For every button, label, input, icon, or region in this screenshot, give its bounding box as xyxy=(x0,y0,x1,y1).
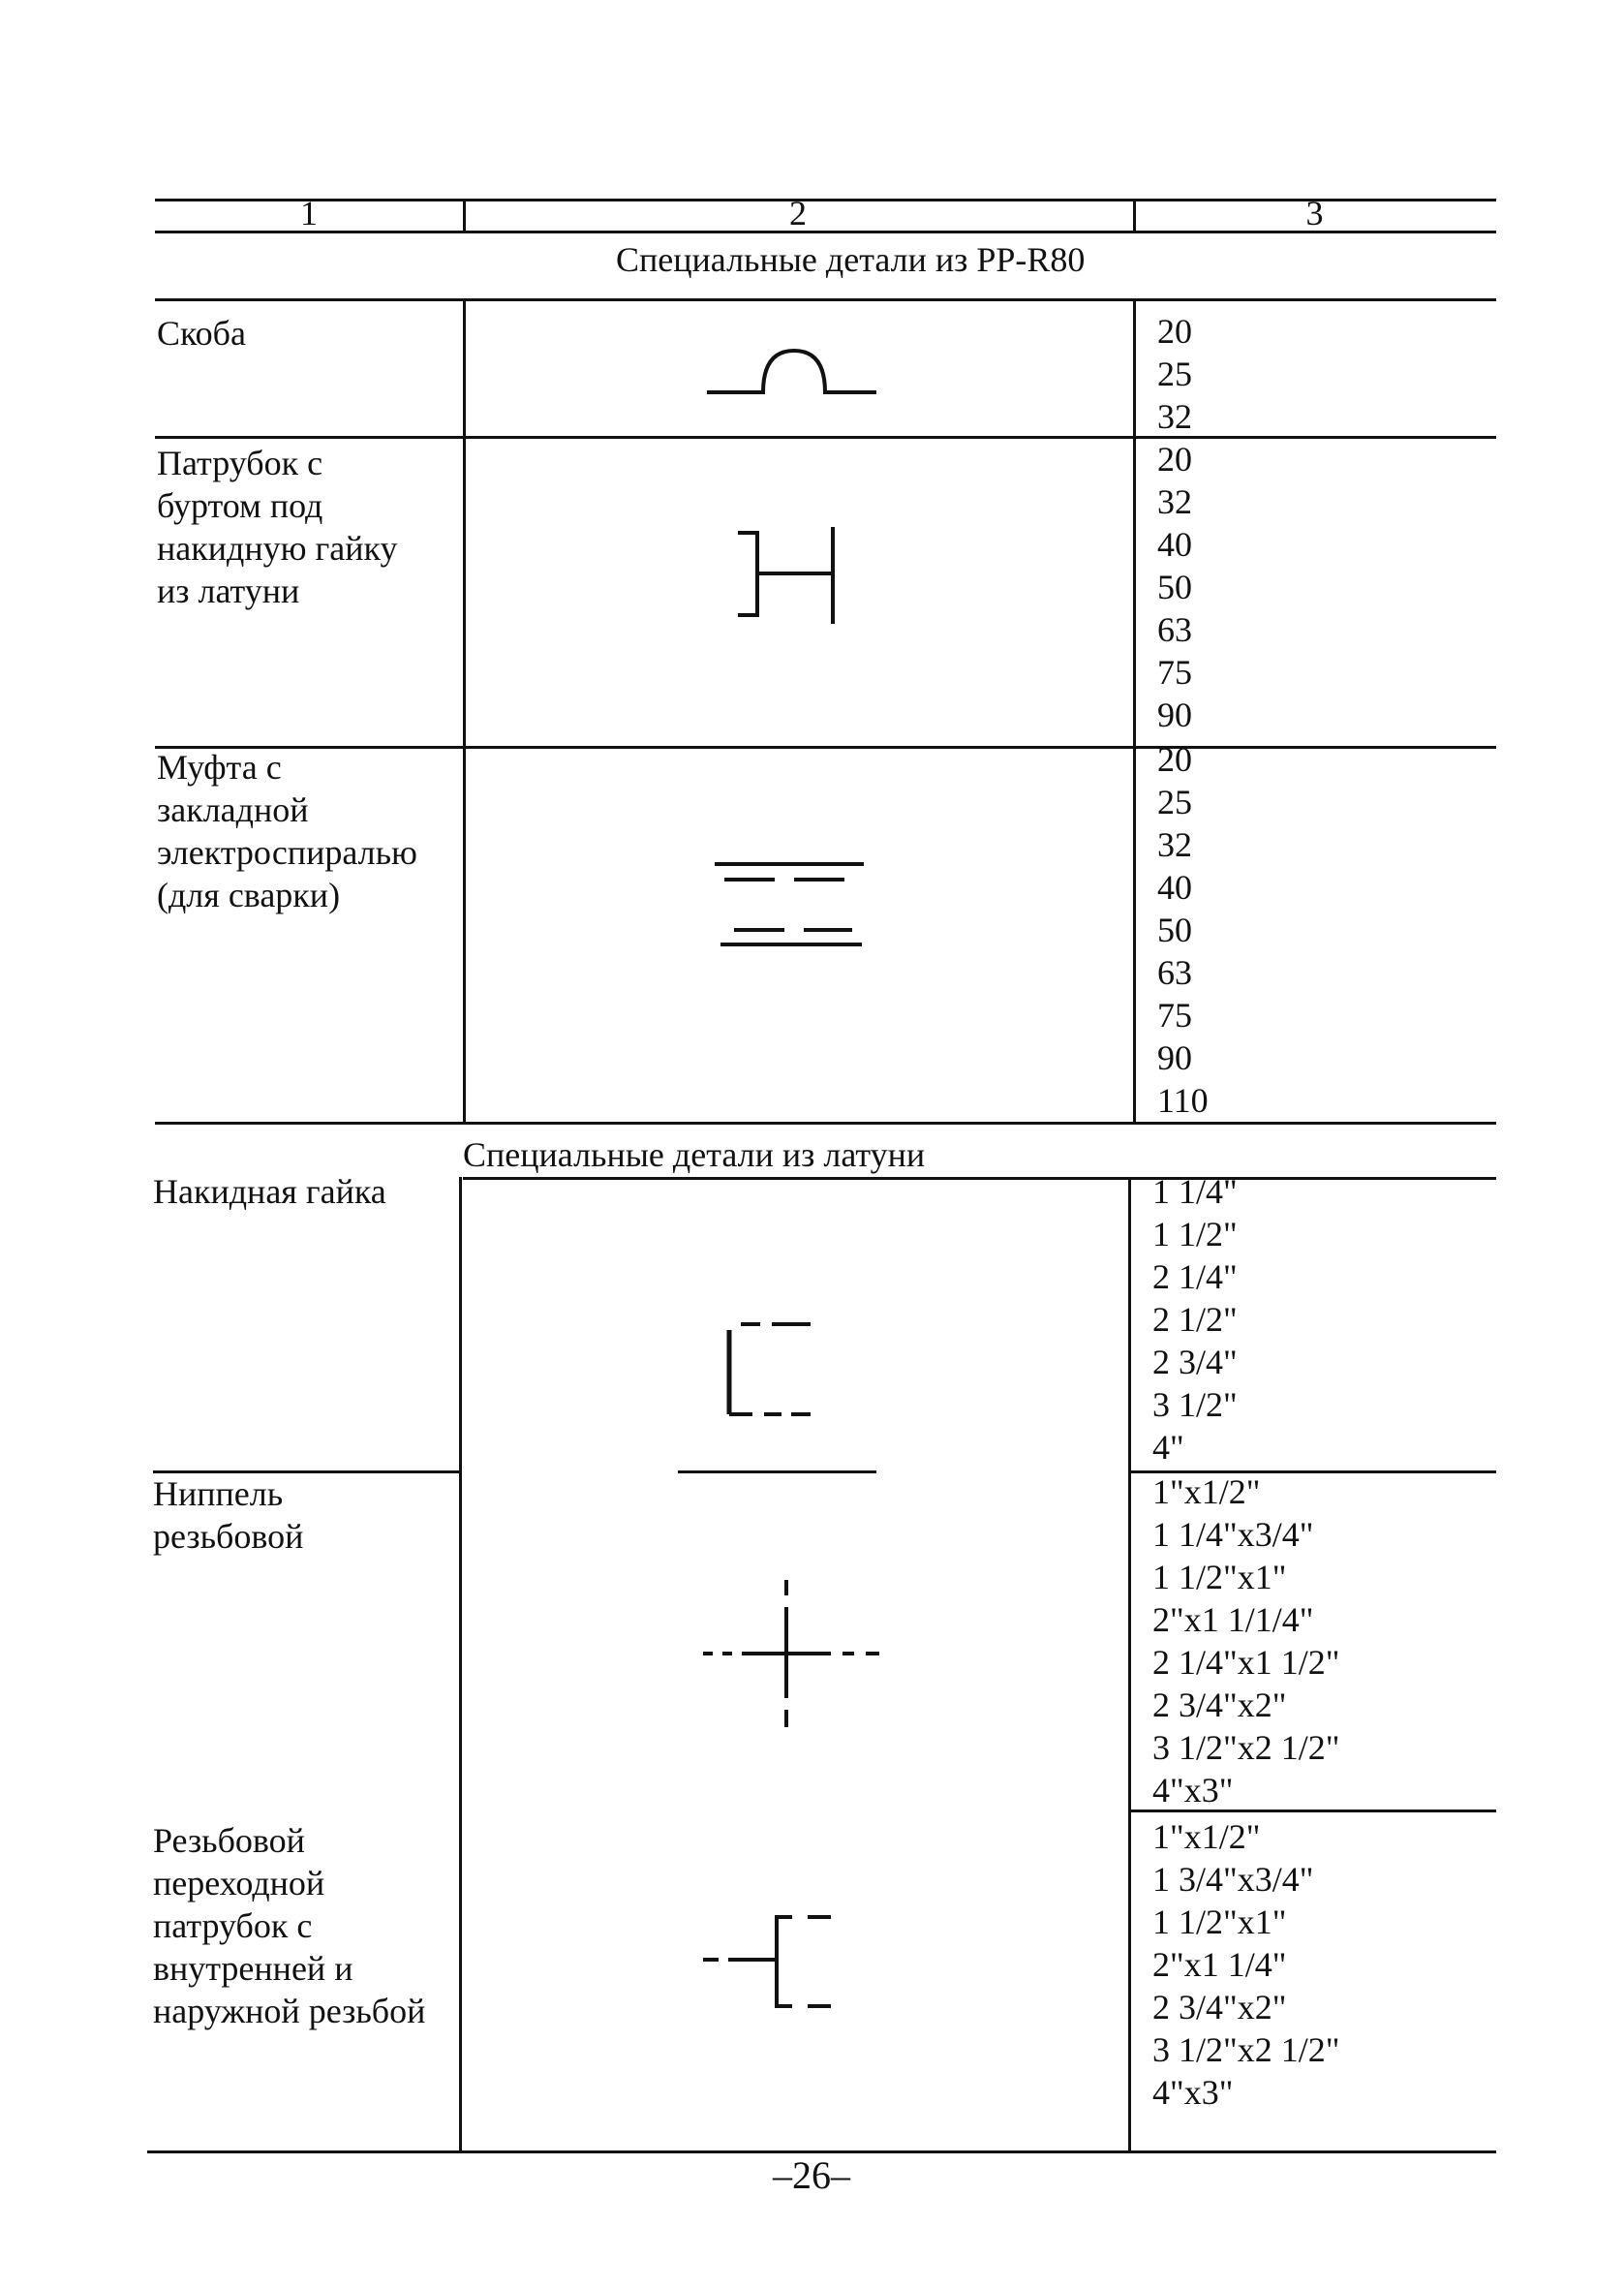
size-value: 50 xyxy=(1157,911,1192,949)
size-value: 32 xyxy=(1157,825,1192,864)
size-value: 3 1/2"x2 1/2" xyxy=(1152,2030,1340,2069)
name-line: патрубок с xyxy=(153,1906,313,1945)
row4-rule-middle xyxy=(678,1470,876,1473)
row1-rule xyxy=(155,436,1496,439)
size-value: 40 xyxy=(1157,868,1192,907)
section-title-brass: Специальные детали из латуни xyxy=(463,1135,926,1174)
row-sizes-nipple xyxy=(1152,1470,1339,1811)
size-value: 2"x1 1/4" xyxy=(1152,1945,1287,1984)
row-name-nipple xyxy=(153,1472,303,1558)
size-value: 25 xyxy=(1157,783,1192,821)
section1-bottom-rule xyxy=(155,1122,1496,1125)
size-value: 40 xyxy=(1157,525,1192,564)
size-value: 1"x1/2" xyxy=(1152,1817,1261,1856)
size-value: 90 xyxy=(1157,1038,1192,1077)
name-line: наружной резьбой xyxy=(153,1992,426,2030)
size-value: 63 xyxy=(1157,610,1192,649)
size-value: 1 1/4" xyxy=(1152,1172,1238,1211)
size-value: 2 1/4"x1 1/2" xyxy=(1152,1643,1340,1682)
row-name-adapter xyxy=(153,1819,425,2032)
name-line: Муфта с xyxy=(157,748,282,787)
name-line: Резьбовой xyxy=(153,1821,305,1860)
section1-rule xyxy=(155,298,1496,301)
size-value: 4"x3" xyxy=(1152,2073,1234,2112)
row-sizes-union-nut xyxy=(1152,1170,1238,1469)
union-nut-icon xyxy=(721,1313,818,1429)
column-number-1: 1 xyxy=(300,194,318,232)
column-number-3: 3 xyxy=(1305,194,1324,232)
size-value: 32 xyxy=(1157,482,1192,521)
size-value: 1 1/2"x1" xyxy=(1152,1558,1287,1596)
row-sizes-coupling xyxy=(1157,738,1209,1122)
size-value: 2 3/4"x2" xyxy=(1152,1686,1287,1724)
size-value: 2 1/2" xyxy=(1152,1300,1238,1339)
size-value: 63 xyxy=(1157,953,1192,992)
threaded-adapter-icon xyxy=(699,1903,844,2020)
section1-divider-2 xyxy=(1133,298,1136,1122)
size-value: 110 xyxy=(1157,1081,1209,1120)
section2-divider-1 xyxy=(459,1177,462,2150)
section2-divider-2 xyxy=(1128,1177,1131,2150)
name-line: резьбовой xyxy=(153,1517,304,1556)
size-value: 75 xyxy=(1157,996,1192,1035)
size-value: 3 1/2"x2 1/2" xyxy=(1152,1728,1340,1767)
size-value: 4"x3" xyxy=(1152,1771,1234,1810)
name-line: (для сварки) xyxy=(157,876,341,914)
size-value: 2 1/4" xyxy=(1152,1257,1238,1296)
electrofusion-coupling-icon xyxy=(707,852,872,949)
name-line: Патрубок с xyxy=(157,444,323,482)
size-value: 1 1/2"x1" xyxy=(1152,1902,1287,1941)
size-value: 20 xyxy=(1157,312,1192,351)
row-name-union-nut xyxy=(153,1170,386,1213)
name-line: из латуни xyxy=(157,572,300,610)
header-bottom-rule xyxy=(155,231,1496,233)
section1-divider-1 xyxy=(463,298,466,1122)
name-line: электроспиралью xyxy=(157,833,417,872)
size-value: 1 1/4"x3/4" xyxy=(1152,1515,1314,1554)
section-title-ppr80: Специальные детали из PP-R80 xyxy=(616,240,1086,279)
size-value: 50 xyxy=(1157,568,1192,606)
size-value: 2"x1 1/1/4" xyxy=(1152,1600,1314,1639)
size-value: 1 1/2" xyxy=(1152,1215,1238,1253)
section2-rule xyxy=(463,1177,1496,1180)
size-value: 75 xyxy=(1157,653,1192,692)
name-line: закладной xyxy=(157,790,309,829)
row-sizes-adapter xyxy=(1152,1815,1339,2114)
size-value: 3 1/2" xyxy=(1152,1385,1238,1424)
size-value: 2 3/4"x2" xyxy=(1152,1988,1287,2026)
size-value: 4" xyxy=(1152,1428,1184,1467)
row-name-coupling xyxy=(157,746,417,916)
row-name-bracket xyxy=(157,312,246,355)
name-line: накидную гайку xyxy=(157,529,398,568)
size-value: 1"x1/2" xyxy=(1152,1472,1261,1511)
name-line: переходной xyxy=(153,1864,325,1902)
threaded-nipple-icon xyxy=(699,1574,883,1729)
row5-rule xyxy=(1128,1810,1496,1812)
flanged-pipe-icon xyxy=(726,523,852,630)
size-value: 90 xyxy=(1157,696,1192,734)
size-value: 20 xyxy=(1157,740,1192,779)
row-sizes-bracket xyxy=(1157,310,1192,438)
name-line: Скоба xyxy=(157,314,246,353)
page-number: –26– xyxy=(773,2153,850,2197)
name-line: Ниппель xyxy=(153,1474,284,1513)
name-line: Накидная гайка xyxy=(153,1172,386,1211)
row-name-flanged-pipe xyxy=(157,442,397,612)
size-value: 1 3/4"x3/4" xyxy=(1152,1860,1314,1899)
size-value: 20 xyxy=(1157,440,1192,479)
bracket-arc-icon xyxy=(697,339,881,407)
column-number-2: 2 xyxy=(789,194,807,232)
name-line: внутренней и xyxy=(153,1949,353,1988)
size-value: 32 xyxy=(1157,397,1192,436)
name-line: буртом под xyxy=(157,486,323,525)
row-sizes-flanged-pipe xyxy=(1157,438,1192,736)
size-value: 2 3/4" xyxy=(1152,1343,1238,1381)
size-value: 25 xyxy=(1157,355,1192,393)
